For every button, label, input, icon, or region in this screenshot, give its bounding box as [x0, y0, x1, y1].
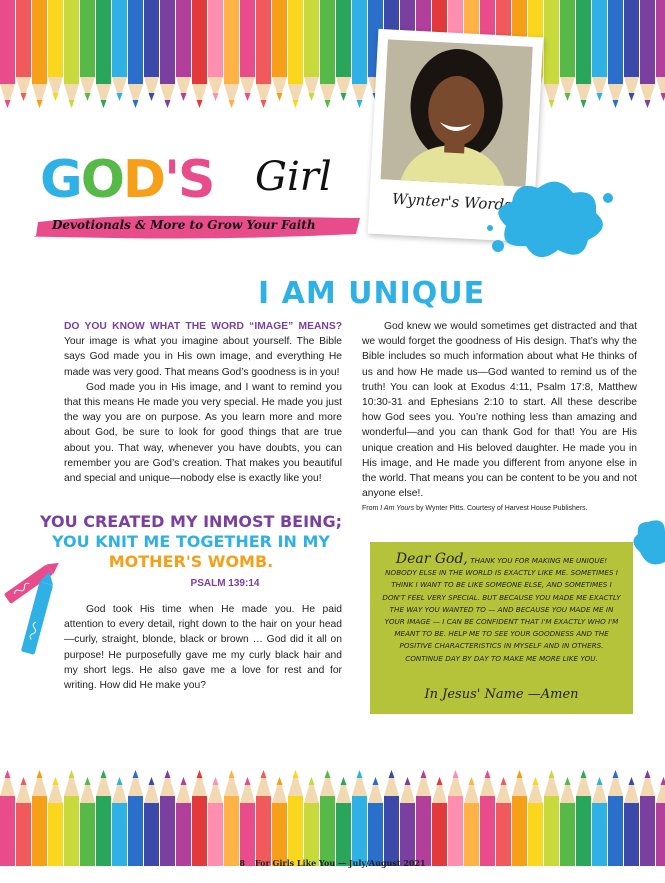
pencil-shape: [181, 93, 187, 101]
pencil-shape: [645, 770, 651, 778]
credit-suffix: by Wynter Pitts. Courtesy of Harvest House Publishers.: [414, 505, 588, 513]
pencil-shape: [224, 0, 239, 84]
pencil-shape: [112, 803, 127, 866]
pencil-shape: [549, 770, 555, 778]
pencil-shape: [0, 0, 15, 84]
pencil-shape: [48, 0, 63, 77]
pencil-shape: [384, 796, 399, 866]
logo-letter: G: [40, 150, 81, 210]
pencil-shape: [224, 796, 239, 866]
pencil-shape: [661, 777, 665, 785]
pencil-shape: [560, 0, 575, 77]
pencil-shape: [176, 803, 191, 866]
pencil-shape: [229, 100, 235, 108]
pencil-shape: [309, 93, 315, 101]
lead-in: DO YOU KNOW WHAT THE WORD “IMAGE” MEANS?: [64, 321, 342, 332]
pencil-shape: [336, 803, 351, 866]
pencil-shape: [96, 796, 111, 866]
pencil-shape: [341, 777, 347, 785]
star-icon: ★: [244, 858, 253, 868]
pencil-shape: [277, 93, 283, 101]
pencil-shape: [656, 803, 665, 866]
pencil-shape: [272, 0, 287, 77]
pencil-shape: [208, 803, 223, 866]
pencil-shape: [416, 796, 431, 866]
page-number: 8: [239, 858, 245, 868]
photo-caption: Wynter's Words: [391, 189, 513, 215]
pencil-shape: [85, 777, 91, 785]
pencil-shape: [5, 100, 11, 108]
pencil-shape: [213, 777, 219, 785]
pencil-shape: [320, 796, 335, 866]
pencil-shape: [80, 803, 95, 866]
pencil-shape: [309, 777, 315, 785]
pencil-shape: [405, 777, 411, 785]
pencil-shape: [325, 770, 331, 778]
pencil-shape: [245, 777, 251, 785]
pencil-shape: [304, 803, 319, 866]
paragraph-text: Your image is what you imagine about yourself. The Bible says God made you in His own image, and everything He made was very good. That means God’s goodness is in you!: [64, 336, 342, 378]
author-photo: [381, 39, 533, 186]
pencil-shape: [565, 93, 571, 101]
paragraph: God knew we would sometimes get distracted and that we would forget the goodness of His design. That’s why the Bible includes so much information about what He thinks of us and how He made us—God wanted to remind us of the truth! You can look at Exodus 4:11, Psalm 17:8, Matthew 10:30-31 and Ephesians 2:10 to start. All these describe how God sees you. You’re nothing less than amazing and wonderful—and you can thank God for that! You are His unique creation and His beloved daughter. He made you in His image, and He made you different from anyone else in the world. That means you can be content to be you and not anyone else!.: [362, 321, 637, 500]
pencil-shape: [32, 796, 47, 866]
pencil-shape: [128, 0, 143, 84]
pencil-shape: [293, 100, 299, 108]
pencil-shape: [352, 796, 367, 866]
pencil-shape: [437, 777, 443, 785]
gods-girl-logo: [40, 150, 340, 210]
pencil-shape: [85, 93, 91, 101]
pencil-shape: [581, 770, 587, 778]
pencil-shape: [645, 100, 651, 108]
pencil-shape: [149, 777, 155, 785]
pencil-shape: [389, 770, 395, 778]
pencil-shape: [640, 796, 655, 866]
pencil-shape: [357, 100, 363, 108]
logo-letter: O: [80, 150, 123, 210]
paragraph: [64, 319, 342, 380]
logo-letter: D: [122, 150, 165, 210]
pencil-shape: [133, 770, 139, 778]
pencil-shape: [96, 0, 111, 84]
pencil-shape: [341, 93, 347, 101]
pencil-shape: [320, 0, 335, 84]
pencil-shape: [357, 770, 363, 778]
pencil-shape: [117, 777, 123, 785]
pencil-shape: [245, 93, 251, 101]
pencil-shape: [576, 796, 591, 866]
verse-reference: PSALM 139:14: [190, 578, 260, 589]
pencil-shape: [501, 777, 507, 785]
pencil-shape: [629, 93, 635, 101]
pencil-shape: [53, 777, 59, 785]
logo-letters: [40, 150, 213, 210]
pencil-shape: [208, 0, 223, 77]
pencil-shape: [533, 777, 539, 785]
credit-prefix: From: [362, 505, 381, 513]
pencil-shape: [640, 0, 655, 84]
pencil-shape: [661, 93, 665, 101]
pencil-shape: [592, 0, 607, 77]
pencil-shape: [144, 803, 159, 866]
pencil-shape: [336, 0, 351, 77]
pencil-shape: [512, 796, 527, 866]
blue-paint-splatter-small: [628, 512, 665, 572]
pencil-shape: [597, 777, 603, 785]
pencil-shape: [229, 770, 235, 778]
pencil-shape: [160, 796, 175, 866]
pencil-shape: [368, 803, 383, 866]
pencil-shape: [101, 770, 107, 778]
pencil-shape: [325, 100, 331, 108]
pencil-shape: [629, 777, 635, 785]
pencil-shape: [480, 796, 495, 866]
pencil-shape: [53, 93, 59, 101]
pencil-shape: [656, 0, 665, 77]
pencil-shape: [592, 803, 607, 866]
bible-verse: [40, 512, 342, 572]
logo-tagline: Devotionals & More to Grow Your Faith: [52, 218, 316, 232]
pencil-shape: [160, 0, 175, 84]
pencil-shape: [48, 803, 63, 866]
logo-letter: S: [178, 150, 214, 210]
pencil-shape: [576, 0, 591, 84]
left-column-top: [64, 319, 342, 486]
pencil-shape: [608, 0, 623, 84]
pencil-shape: [0, 796, 15, 866]
pencil-shape: [448, 796, 463, 866]
credit-book-title: I Am Yours: [380, 505, 415, 513]
pencil-shape: [128, 796, 143, 866]
pencil-shape: [597, 93, 603, 101]
pencil-shape: [544, 796, 559, 866]
pencil-shape: [272, 803, 287, 866]
pencil-shape: [192, 0, 207, 84]
pencil-shape: [400, 803, 415, 866]
pencil-shape: [261, 770, 267, 778]
pencil-shape: [197, 770, 203, 778]
woman-portrait-image: [381, 39, 533, 186]
pencil-shape: [608, 796, 623, 866]
left-column-bottom: [64, 602, 342, 693]
pencil-shape: [624, 0, 639, 77]
pencil-shape: [181, 777, 187, 785]
pencil-shape: [112, 0, 127, 77]
pencil-shape: [421, 770, 427, 778]
pencil-shape: [133, 100, 139, 108]
verse-line: YOU KNIT ME TOGETHER IN MY: [52, 532, 330, 551]
pencil-shape: [144, 0, 159, 77]
pencil-shape: [149, 93, 155, 101]
pencil-shape: [69, 770, 75, 778]
pencil-shape: [464, 803, 479, 866]
pencil-shape: [352, 0, 367, 84]
page-title: I AM UNIQUE: [258, 276, 486, 311]
right-column: [362, 319, 637, 517]
pencil-shape: [192, 796, 207, 866]
pencil-shape: [80, 0, 95, 77]
crayons-image: [0, 548, 70, 668]
pencil-shape: [21, 93, 27, 101]
pencil-shape: [165, 100, 171, 108]
pencil-shape: [277, 777, 283, 785]
pencil-shape: [165, 770, 171, 778]
verse-line: YOU CREATED MY INMOST BEING;: [40, 512, 342, 531]
pencil-shape: [469, 777, 475, 785]
pencil-shape: [613, 770, 619, 778]
pencil-shape: [453, 770, 459, 778]
pencil-shape: [304, 0, 319, 77]
pencil-shape: [256, 0, 271, 84]
page-footer: [0, 858, 665, 868]
pencil-shape: [37, 100, 43, 108]
blue-paint-splatter: [478, 168, 618, 268]
prayer-opening: Dear God,: [395, 551, 468, 567]
pencil-shape: [64, 0, 79, 84]
pencil-shape: [565, 777, 571, 785]
pencil-shape: [64, 796, 79, 866]
pencil-shape: [517, 770, 523, 778]
pencil-shape: [293, 770, 299, 778]
credit-line: [362, 501, 637, 516]
pencil-shape: [240, 803, 255, 866]
footer-text: For Girls Like You — July/August 2021: [252, 858, 426, 868]
pencil-shape: [16, 803, 31, 866]
pencil-shape: [288, 0, 303, 84]
pencil-shape: [544, 0, 559, 84]
pencil-shape: [16, 0, 31, 77]
paragraph: God took His time when He made you. He paid attention to every detail, right down to the hair on your head—curly, straight, blonde, black or brown … God did it all on purpose! He purposefully gave me my curly black hair and my short legs. He also gave me a love for rest and for writing. How did He make you?: [64, 604, 342, 692]
pencil-shape: [288, 796, 303, 866]
pencil-shape: [69, 100, 75, 108]
logo-letter: ': [164, 150, 178, 210]
pencil-shape: [581, 100, 587, 108]
prayer-text: [380, 553, 623, 665]
prayer-body: THANK YOU FOR MAKING ME UNIQUE! NOBODY ELSE IN THE WORLD IS EXACTLY LIKE ME. SOMETIMES I THINK I WANT TO BE LIKE SOMEONE ELSE, AND SOMETIMES I DON'T FEEL VERY SPECIAL. BUT BECAUSE YOU MADE ME EXACTLY THE WAY YOU WANTED TO — AND BECAUSE YOU MADE ME IN YOUR IMAGE — I CAN BE CONFIDENT THAT I'M EXACTLY WHO I'M MEANT TO BE. HELP ME TO SEE YOUR GOODNESS AND THE POSITIVE CHARACTERISTICS IN MYSELF AND IN OTHERS. CONTINUE DAY BY DAY TO MAKE ME MORE LIKE YOU.: [382, 556, 621, 663]
pencil-shape: [32, 0, 47, 84]
pencil-shape: [117, 93, 123, 101]
pencil-shape: [560, 803, 575, 866]
pencil-shape: [624, 803, 639, 866]
verse-line: MOTHER'S WOMB.: [108, 552, 274, 571]
pencil-shape: [37, 770, 43, 778]
pencil-shape: [549, 100, 555, 108]
pencil-shape: [213, 93, 219, 101]
pencil-shape: [197, 100, 203, 108]
pencil-shape: [240, 0, 255, 77]
pencil-shape: [21, 777, 27, 785]
pencil-shape: [485, 770, 491, 778]
pencil-shape: [176, 0, 191, 77]
pencil-shape: [496, 803, 511, 866]
pencil-shape: [256, 796, 271, 866]
colored-pencils-top: [0, 0, 665, 112]
pencil-shape: [101, 100, 107, 108]
pencil-shape: [373, 777, 379, 785]
pencil-shape: [432, 803, 447, 866]
logo-script-girl: Girl: [255, 154, 332, 200]
pencil-shape: [528, 803, 543, 866]
pencil-shape: [261, 100, 267, 108]
pencil-shape: [613, 100, 619, 108]
pencil-shape: [5, 770, 11, 778]
prayer-closing: In Jesus' Name —Amen: [424, 687, 579, 702]
paragraph: God made you in His image, and I want to remind you that this means He made you very special. He made you just the way you are on purpose. As you learn more and more about God, be sure to look for good things that are true about you. That way, whenever you have doubts, you can remember you are God’s creation. That makes you beautiful and special and unique—nobody else is exactly like you!: [64, 381, 342, 485]
